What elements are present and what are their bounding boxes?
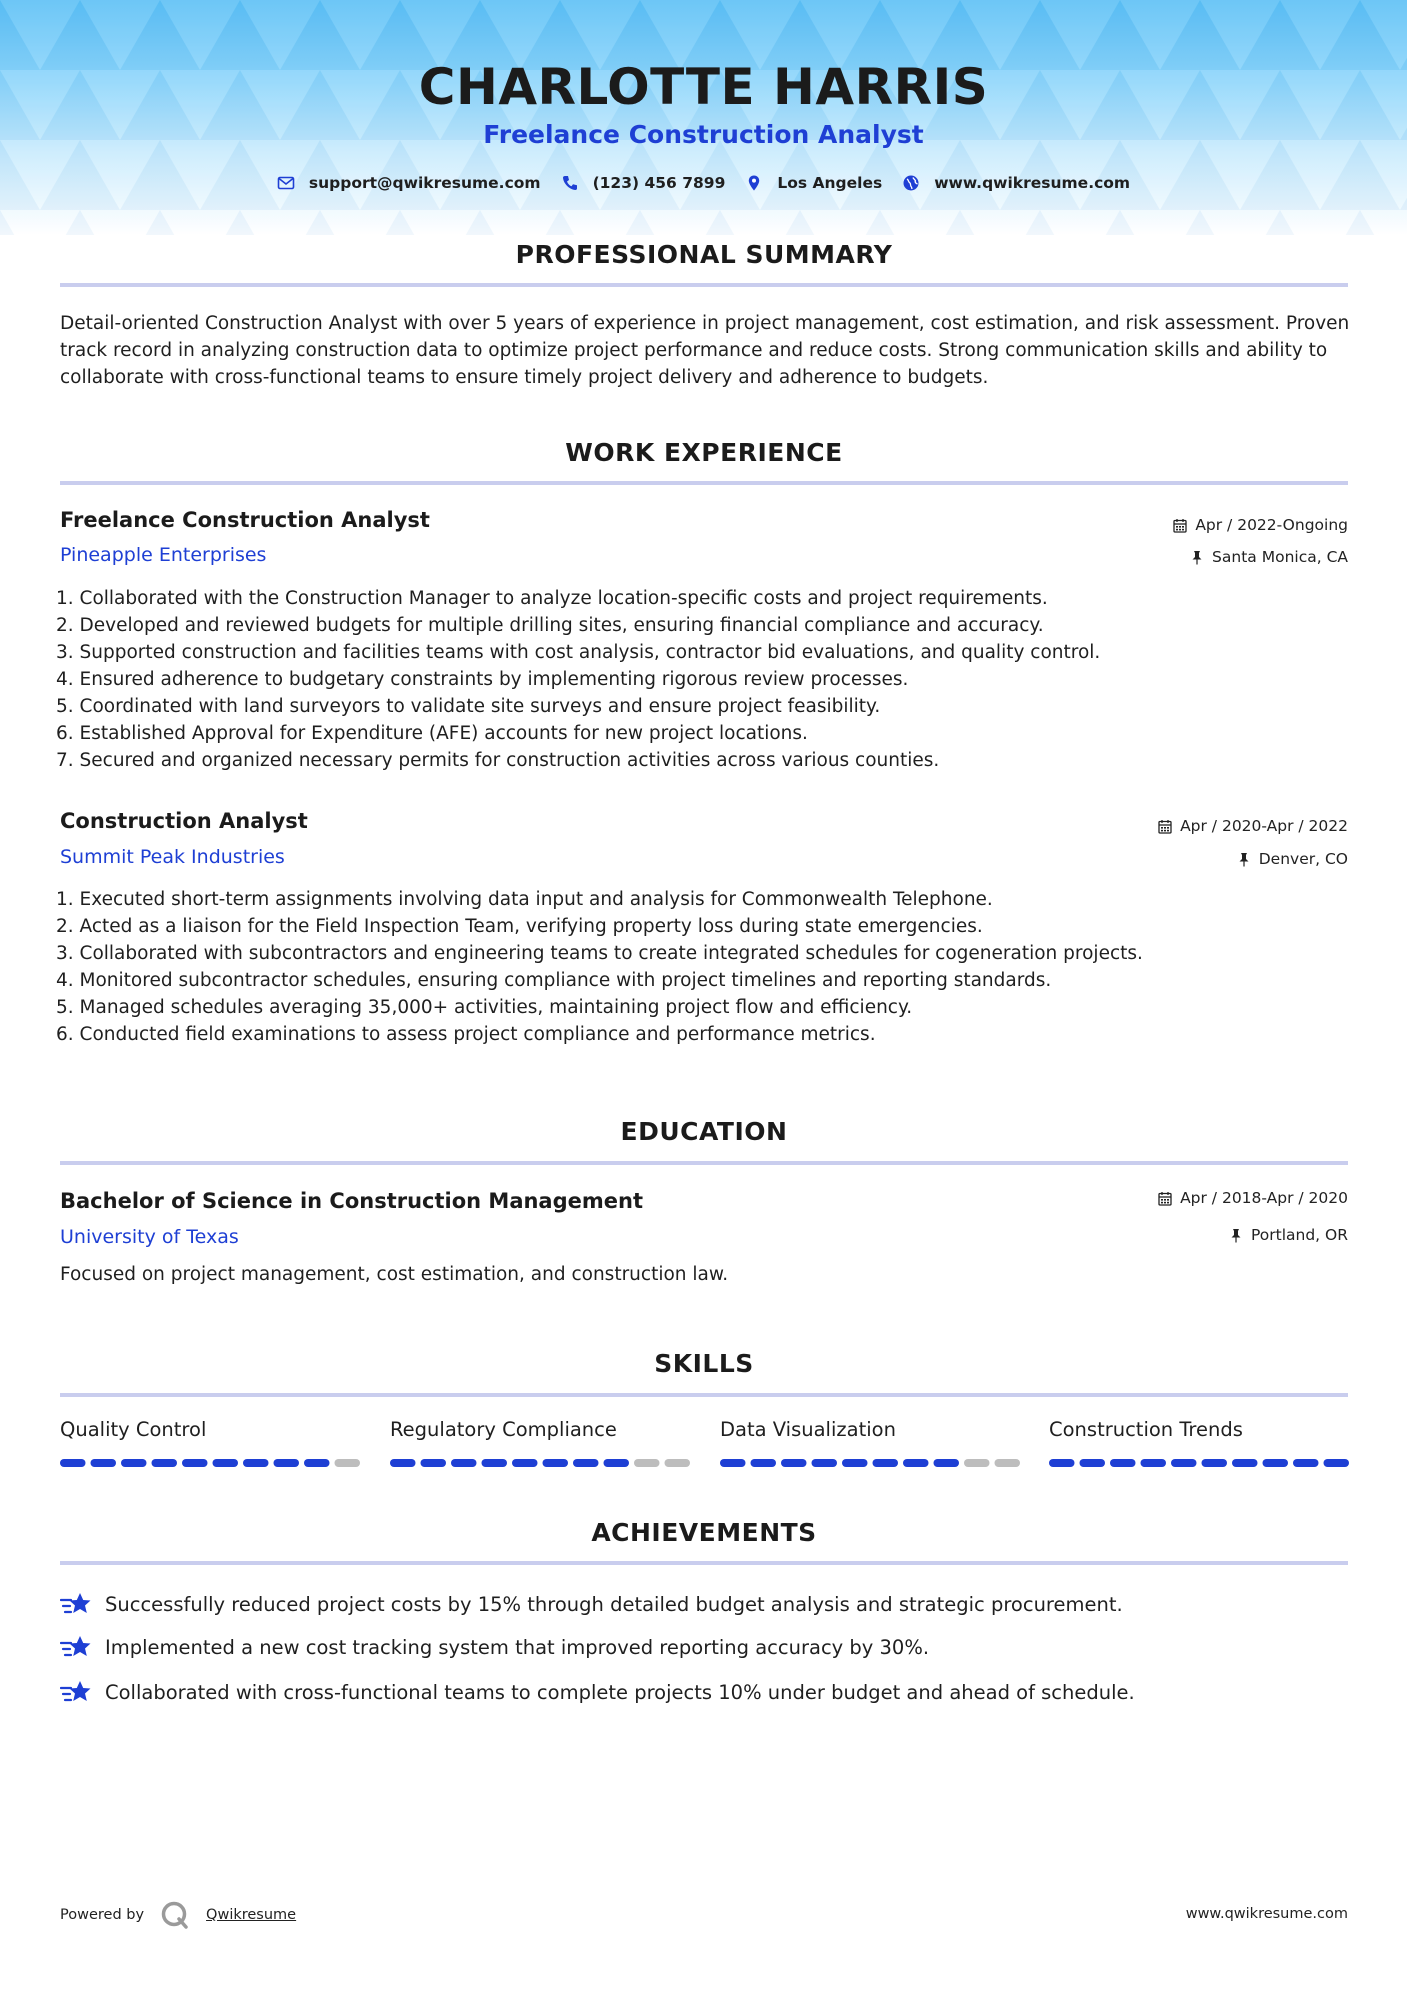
list-item: 2. Developed and reviewed budgets for multiple drilling sites, ensuring financial compliance and accuracy. bbox=[56, 615, 1044, 636]
skill-segment-filled bbox=[421, 1459, 447, 1467]
skill-segment-filled bbox=[182, 1459, 208, 1467]
skill-segment-filled bbox=[243, 1459, 269, 1467]
candidate-name: CHARLOTTE HARRIS bbox=[418, 58, 989, 116]
contact-location bbox=[745, 174, 882, 192]
header-background bbox=[0, 0, 1407, 235]
contact-bar bbox=[0, 174, 1407, 192]
skill-segment-filled bbox=[451, 1459, 477, 1467]
location-text: Los Angeles bbox=[777, 174, 883, 192]
skill-segment-filled bbox=[1324, 1459, 1350, 1467]
achievement-item bbox=[60, 1677, 1350, 1707]
skill-segment-empty bbox=[995, 1459, 1021, 1467]
skill-segment-filled bbox=[482, 1459, 508, 1467]
skill-segment-filled bbox=[213, 1459, 239, 1467]
skill-level-bar bbox=[720, 1458, 1020, 1468]
education-dates-text: Apr / 2018-Apr / 2020 bbox=[1180, 1189, 1348, 1207]
skill-segment-filled bbox=[152, 1459, 178, 1467]
list-item: 1. Executed short-term assignments involving data input and analysis for Commonwealth Telephone. bbox=[56, 889, 993, 910]
skill-segment-filled bbox=[274, 1459, 300, 1467]
skill-segment-filled bbox=[512, 1459, 538, 1467]
skills-heading: SKILLS bbox=[654, 1349, 754, 1378]
qwikresume-logo-icon bbox=[160, 1900, 190, 1930]
list-item: 4. Monitored subcontractor schedules, ensuring compliance with project timelines and reporting standards. bbox=[56, 970, 1052, 991]
pushpin-icon bbox=[1190, 550, 1204, 565]
map-pin-icon bbox=[745, 174, 763, 192]
list-item: 3. Supported construction and facilities teams with cost analysis, contractor bid evaluations, and quality control. bbox=[56, 642, 1101, 663]
triangle-pattern bbox=[0, 0, 1407, 235]
skills-list bbox=[60, 1418, 1350, 1478]
footer-website[interactable]: www.qwikresume.com bbox=[1185, 1906, 1348, 1922]
section-divider bbox=[60, 1561, 1348, 1565]
calendar-icon bbox=[1173, 518, 1187, 533]
education-heading: EDUCATION bbox=[620, 1117, 788, 1146]
skill-segment-filled bbox=[543, 1459, 569, 1467]
education-location bbox=[1229, 1226, 1348, 1244]
achievement-text: Implemented a new cost tracking system that improved reporting accuracy by 30%. bbox=[105, 1635, 930, 1659]
job-dates bbox=[1173, 516, 1348, 534]
experience-heading: WORK EXPERIENCE bbox=[565, 438, 843, 467]
skill-segment-filled bbox=[781, 1459, 807, 1467]
skill-segment-empty bbox=[335, 1459, 361, 1467]
phone-icon bbox=[561, 174, 579, 192]
envelope-icon bbox=[277, 174, 295, 192]
globe-icon bbox=[902, 174, 920, 192]
skill-label: Regulatory Compliance bbox=[390, 1418, 617, 1441]
job-location bbox=[1190, 548, 1348, 566]
job-location-text: Santa Monica, CA bbox=[1212, 548, 1348, 566]
skill-segment-filled bbox=[60, 1459, 86, 1467]
skill-label: Construction Trends bbox=[1049, 1418, 1243, 1441]
pushpin-icon bbox=[1237, 852, 1251, 867]
job-dates bbox=[1158, 817, 1348, 835]
contact-email[interactable] bbox=[277, 174, 541, 192]
skill-segment-filled bbox=[1293, 1459, 1319, 1467]
section-divider bbox=[60, 283, 1348, 287]
skill-segment-filled bbox=[873, 1459, 899, 1467]
skill-label: Data Visualization bbox=[720, 1418, 896, 1441]
summary-heading: PROFESSIONAL SUMMARY bbox=[515, 240, 893, 269]
list-item: 6. Established Approval for Expenditure (AFE) accounts for new project locations. bbox=[56, 723, 808, 744]
skill-segment-filled bbox=[751, 1459, 777, 1467]
skill-segment-filled bbox=[1049, 1459, 1075, 1467]
skill-item bbox=[1049, 1418, 1349, 1441]
list-item: 3. Collaborated with subcontractors and engineering teams to create integrated schedules for cogeneration projects. bbox=[56, 943, 1143, 964]
list-item: 1. Collaborated with the Construction Manager to analyze location-specific costs and project requirements. bbox=[56, 588, 1048, 609]
skill-segment-filled bbox=[720, 1459, 746, 1467]
skill-segment-filled bbox=[121, 1459, 147, 1467]
skill-segment-filled bbox=[1202, 1459, 1228, 1467]
list-item: 5. Coordinated with land surveyors to validate site surveys and ensure project feasibility. bbox=[56, 696, 881, 717]
achievement-item bbox=[60, 1632, 1350, 1662]
list-item: 4. Ensured adherence to budgetary constraints by implementing rigorous review processes. bbox=[56, 669, 909, 690]
contact-website[interactable] bbox=[902, 174, 1130, 192]
brand-link[interactable]: Qwikresume bbox=[206, 1907, 297, 1923]
job-location-text: Denver, CO bbox=[1258, 850, 1348, 868]
shooting-star-icon bbox=[60, 1677, 92, 1707]
education-dates bbox=[1158, 1189, 1348, 1207]
skill-segment-filled bbox=[1110, 1459, 1136, 1467]
section-divider bbox=[60, 481, 1348, 485]
calendar-icon bbox=[1158, 1191, 1172, 1206]
email-text: support@qwikresume.com bbox=[308, 174, 541, 192]
shooting-star-icon bbox=[60, 1589, 92, 1619]
skill-segment-empty bbox=[964, 1459, 990, 1467]
job-dates-text: Apr / 2022-Ongoing bbox=[1195, 516, 1348, 534]
job-company: Pineapple Enterprises bbox=[60, 544, 267, 566]
shooting-star-icon bbox=[60, 1632, 92, 1662]
education-location-text: Portland, OR bbox=[1250, 1226, 1348, 1244]
skill-segment-filled bbox=[390, 1459, 416, 1467]
contact-phone[interactable] bbox=[561, 174, 726, 192]
achievement-item bbox=[60, 1589, 1350, 1619]
powered-by-text: Powered by bbox=[60, 1907, 145, 1923]
skill-segment-filled bbox=[903, 1459, 929, 1467]
skill-segment-filled bbox=[573, 1459, 599, 1467]
section-divider bbox=[60, 1393, 1348, 1397]
skill-segment-empty bbox=[634, 1459, 660, 1467]
skill-segment-filled bbox=[304, 1459, 330, 1467]
skill-segment-filled bbox=[812, 1459, 838, 1467]
education-description: Focused on project management, cost estimation, and construction law. bbox=[60, 1264, 729, 1285]
skill-segment-filled bbox=[1171, 1459, 1197, 1467]
list-item: 5. Managed schedules averaging 35,000+ activities, maintaining project flow and efficiency. bbox=[56, 997, 913, 1018]
phone-text: (123) 456 7899 bbox=[592, 174, 726, 192]
job-dates-text: Apr / 2020-Apr / 2022 bbox=[1180, 817, 1348, 835]
skill-segment-filled bbox=[934, 1459, 960, 1467]
skill-level-bar bbox=[390, 1458, 690, 1468]
section-divider bbox=[60, 1161, 1348, 1165]
list-item: 7. Secured and organized necessary permits for construction activities across various counties. bbox=[56, 750, 940, 771]
calendar-icon bbox=[1158, 819, 1172, 834]
candidate-title: Freelance Construction Analyst bbox=[483, 120, 924, 149]
achievement-text: Successfully reduced project costs by 15% through detailed budget analysis and strategic procurement. bbox=[105, 1592, 1123, 1616]
summary-text: Detail-oriented Construction Analyst with over 5 years of experience in project management, cost estimation, and risk assessment. Proven track record in analyzing construction data to optimize project performance and reduce costs. Strong communication skills and ability to collaborate with cross-functional teams to ensure timely project delivery and adherence to budgets. bbox=[60, 313, 1350, 388]
skill-segment-empty bbox=[665, 1459, 691, 1467]
skill-segment-filled bbox=[1141, 1459, 1167, 1467]
job-bullets bbox=[56, 585, 1296, 774]
skill-item bbox=[720, 1418, 1020, 1441]
school-name: University of Texas bbox=[60, 1226, 239, 1248]
website-text: www.qwikresume.com bbox=[934, 174, 1131, 192]
skill-item bbox=[390, 1418, 690, 1441]
list-item: 2. Acted as a liaison for the Field Inspection Team, verifying property loss during state emergencies. bbox=[56, 916, 983, 937]
skill-level-bar bbox=[1049, 1458, 1349, 1468]
degree-title: Bachelor of Science in Construction Management bbox=[60, 1189, 643, 1213]
achievements-heading: ACHIEVEMENTS bbox=[591, 1518, 817, 1547]
job-bullets bbox=[56, 886, 1296, 1048]
job-company: Summit Peak Industries bbox=[60, 846, 285, 868]
skill-segment-filled bbox=[604, 1459, 630, 1467]
footer-powered-by bbox=[60, 1900, 296, 1930]
job-title: Construction Analyst bbox=[60, 809, 308, 833]
skill-item bbox=[60, 1418, 360, 1441]
job-location bbox=[1237, 850, 1348, 868]
achievement-text: Collaborated with cross-functional teams to complete projects 10% under budget and ahead of schedule. bbox=[105, 1680, 1135, 1704]
skill-segment-filled bbox=[1232, 1459, 1258, 1467]
skill-level-bar bbox=[60, 1458, 360, 1468]
skill-label: Quality Control bbox=[60, 1418, 207, 1441]
skill-segment-filled bbox=[91, 1459, 117, 1467]
job-title: Freelance Construction Analyst bbox=[60, 508, 430, 532]
skill-segment-filled bbox=[842, 1459, 868, 1467]
list-item: 6. Conducted field examinations to assess project compliance and performance metrics. bbox=[56, 1024, 876, 1045]
skill-segment-filled bbox=[1263, 1459, 1289, 1467]
pushpin-icon bbox=[1229, 1228, 1243, 1243]
skill-segment-filled bbox=[1080, 1459, 1106, 1467]
